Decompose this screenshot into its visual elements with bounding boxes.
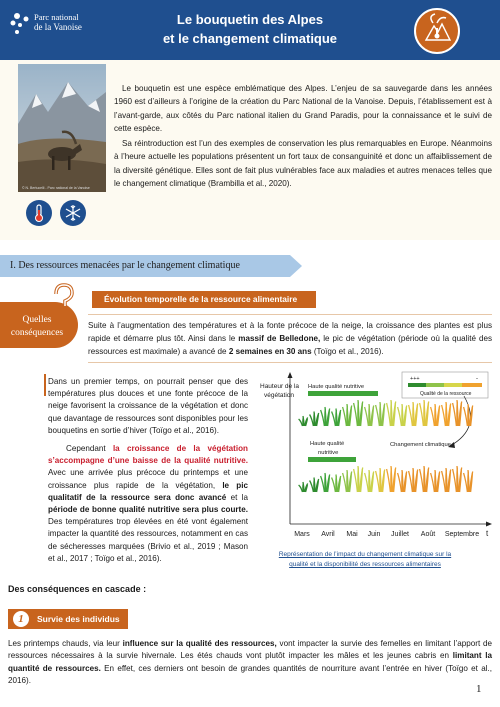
- month-label: Août: [420, 531, 436, 538]
- evo-text-part: (Toïgo et al., 2016).: [311, 347, 384, 356]
- survival-text: [8, 638, 492, 687]
- evo-highlight-weeks: 2 semaines en 30 ans: [228, 347, 312, 356]
- month-label: Juin: [367, 531, 381, 538]
- grass-blade: [464, 407, 468, 426]
- x-axis-arrow: [486, 522, 492, 527]
- evolution-text: [88, 314, 492, 363]
- label-high-quality-bottom-1: Haute qualité: [310, 441, 345, 447]
- left-text-part: Des températures trop élevées en été vont également impacter la quantité des ressources, notamment en cas de sécheresses marquées (Brivio et al., 2019 ; Mason et al., 2017 ; Toïgo et al., 2016).: [48, 517, 248, 563]
- grass-blade: [365, 473, 369, 492]
- grass-blade: [365, 407, 369, 426]
- grass-blade: [442, 471, 446, 492]
- grass-blade: [354, 403, 358, 426]
- evo-highlight-belledone: massif de Belledone,: [238, 334, 321, 343]
- grass-blade: [398, 407, 402, 426]
- y-axis-label-2: végétation: [264, 392, 294, 399]
- month-label: Juillet: [391, 531, 409, 538]
- vegetation-diagram: [250, 368, 495, 543]
- climate-ibex-badge: [414, 8, 460, 54]
- survival-bold-quantity: limitant la quantité de ressources.: [8, 651, 493, 673]
- left-paragraph-1: Dans un premier temps, on pourrait penser que des températures plus douces et une fonte précoce de la neige favorisent la croissance de la végétation et donc que davantage de ressources sont disponibles pour les bouquetins en sortie d’hiver (Toïgo et al., 2016).: [48, 377, 248, 435]
- grass-blade: [321, 410, 325, 426]
- grass-blade: [420, 403, 424, 426]
- grass-blade: [431, 473, 435, 492]
- legend-swatch-2: [426, 383, 444, 387]
- grass-blade: [332, 478, 336, 493]
- legend-swatch-1: [408, 383, 426, 387]
- grass-blade: [409, 405, 413, 426]
- grass-blade: [299, 419, 303, 426]
- grass-blade: [387, 469, 391, 492]
- survival-number-badge: 1: [13, 611, 29, 627]
- survival-bold-quality: influence sur la qualité des ressources,: [122, 639, 277, 648]
- grass-blade: [453, 403, 457, 426]
- logo-line-1: Parc national: [34, 12, 79, 22]
- legend-minus: -: [476, 376, 478, 382]
- y-axis-arrow: [288, 372, 293, 378]
- question-line-1: Quelles: [22, 315, 52, 325]
- grass-blade: [431, 407, 435, 426]
- survival-text-part: vont impacter la survie des femelles en limitant l’apport de ressources nécessaires à la survie hivernale. Les étés chauds vont plutôt impacter les mâles et les jeunes cabris en: [8, 639, 492, 661]
- header-bar: [0, 0, 500, 60]
- grass-blade: [464, 473, 468, 492]
- question-text: [0, 314, 74, 340]
- month-label: Mai: [346, 531, 358, 538]
- ibex-thermometer-icon: [416, 10, 458, 52]
- legend-plus: +++: [410, 376, 420, 382]
- park-logo[interactable]: [8, 8, 93, 52]
- evo-text-part: Suite à l’augmentation des températures et à la fonte précoce de la neige, la croissance des plantes est plus rapide et démarre plus tôt. Ainsi dans le: [88, 321, 492, 343]
- grass-blade: [453, 469, 457, 492]
- survival-text-part: Les printemps chauds, via leur: [8, 639, 123, 648]
- caption-line-2: qualité et la disponibilité des ressources alimentaires: [289, 561, 441, 568]
- left-text-part: Avec une arrivée plus précoce du printemps et une croissance plus rapide de la végétation,: [48, 468, 248, 490]
- evo-text-part: le pic de végétation (période où la qualité des ressources est maximale) a avancé de: [88, 334, 492, 356]
- title-line-2: et le changement climatique: [162, 31, 338, 46]
- grass-blade: [354, 469, 358, 492]
- left-text-part: Cependant: [66, 444, 113, 454]
- page-title: [120, 10, 380, 48]
- intro-paragraph-1: Le bouquetin est une espèce emblématique des Alpes. L’enjeu de sa sauvegarde dans les années 1960 est d’ailleurs à l’origine de la création du Parc National de la Vanoise. Depuis, l’établissement est à l’avant-garde, aux côtés du Parc national italien du Grand Paradis, pour la connaissance et le suivi de cette espèce.: [114, 84, 492, 133]
- caption-line-1: Représentation de l’impact du changement climatique sur la: [278, 551, 452, 558]
- grass-row-climate-change: [299, 466, 473, 492]
- snowflake-icon: [60, 200, 86, 226]
- left-text-part: et la: [226, 492, 248, 502]
- grass-blade: [321, 476, 325, 492]
- evolution-title: Évolution temporelle de la ressource alimentaire: [92, 291, 316, 308]
- survival-title: Survie des individus: [37, 614, 120, 624]
- legend-swatch-4: [462, 383, 482, 387]
- intro-paragraph-2: Sa réintroduction est l’un des exemples de conservation les plus remarquables en Europe. Néanmoins à l’heure actuelle les populations présentent un fort taux de consanguinité et donc un affaiblissement de la diversité génétique. Elles sont de fait plus vulnérables face aux maladies et autres menaces telles que le changement climatique (Brambilla et al., 2020).: [114, 139, 492, 189]
- title-line-1: Le bouquetin des Alpes: [176, 12, 324, 27]
- grass-blade: [376, 471, 380, 492]
- high-quality-bar-top: [308, 391, 378, 396]
- park-logo-icon: [8, 8, 34, 38]
- grass-row-current: [299, 400, 473, 426]
- grass-blade: [343, 407, 347, 426]
- label-high-quality-top: Haute qualité nutritive: [308, 384, 365, 390]
- month-label: Septembre: [444, 531, 480, 538]
- high-quality-bar-bottom: [308, 457, 356, 462]
- paragraph-accent-bar: [44, 374, 46, 396]
- grass-blade: [409, 471, 413, 492]
- grass-blade: [376, 405, 380, 426]
- legend-swatch-3: [444, 383, 462, 387]
- question-mark-icon: [48, 282, 78, 318]
- cascade-heading: Des conséquences en cascade :: [8, 584, 147, 594]
- month-labels: [294, 531, 479, 538]
- left-bold-period: période de bonne qualité nutritive sera plus courte.: [48, 505, 248, 515]
- grass-blade: [299, 485, 303, 492]
- month-label: Avril: [321, 531, 335, 538]
- grass-blade: [310, 415, 314, 427]
- label-high-quality-bottom-2: nutritive: [318, 450, 339, 456]
- question-line-2: conséquences: [10, 328, 64, 338]
- survival-text-part: En effet, ces derniers ont besoin de grandes quantités de nourriture avant l’entrée en hiver (Toïgo et al., 2016).: [8, 663, 492, 685]
- photo-credit: © N. Bertucelli - Parc national de la Vanoise: [22, 186, 90, 190]
- section-title: I. Des ressources menacées par le changement climatique: [10, 260, 240, 271]
- logo-line-2: de la Vanoise: [34, 22, 82, 32]
- grass-blade: [332, 412, 336, 427]
- legend-label: Qualité de la ressource: [420, 391, 472, 397]
- x-axis-letter: t: [486, 529, 489, 538]
- grass-blade: [398, 473, 402, 492]
- y-axis-label-1: Hauteur de la: [260, 383, 300, 390]
- left-bold-peak: le pic qualitatif de la ressource sera donc avancé: [48, 480, 248, 502]
- grass-blade: [387, 403, 391, 426]
- intro-text: [114, 82, 492, 192]
- left-paragraph-2: [48, 443, 248, 565]
- grass-blade: [420, 469, 424, 492]
- page-number: 1: [476, 683, 482, 695]
- grass-blade: [310, 481, 314, 493]
- label-climate-change: Changement climatique: [390, 442, 451, 448]
- thermometer-icon: [26, 200, 52, 226]
- ibex-photo: [18, 64, 106, 192]
- figure-caption: [252, 550, 478, 570]
- grass-blade: [442, 405, 446, 426]
- grass-blade: [343, 473, 347, 492]
- left-column-text: [48, 376, 248, 571]
- month-label: Mars: [294, 531, 310, 538]
- left-red-highlight: la croissance de la végétation s’accompagne d’une baisse de la qualité nutritive.: [48, 444, 248, 466]
